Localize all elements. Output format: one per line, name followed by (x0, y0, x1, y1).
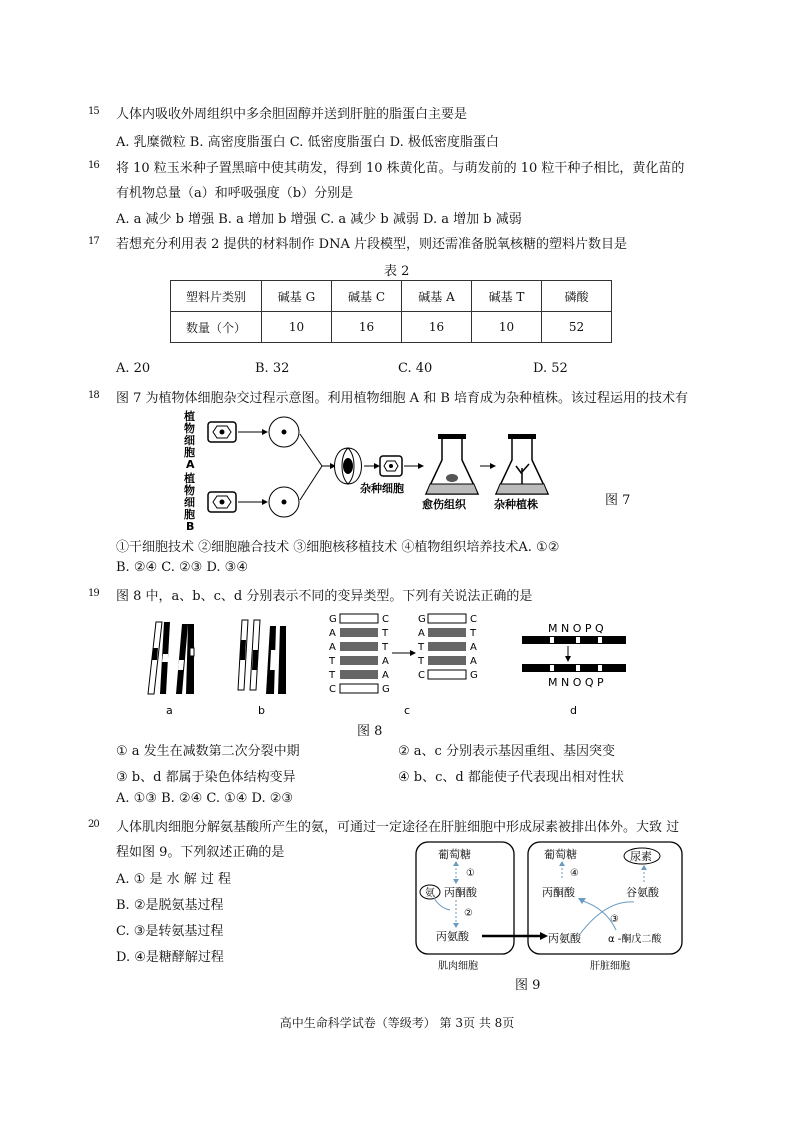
step-2-label: ② (464, 908, 473, 919)
d-bottom-genes: M N O Q P (548, 676, 604, 689)
table-cell: 塑料片类别 (171, 281, 262, 312)
statement-4: ④ b、c、d 都能使子代表现出相对性状 (398, 770, 624, 785)
variation-c-dna-icon (328, 614, 478, 695)
table-cell: 52 (542, 312, 612, 343)
svg-text:A: A (382, 656, 389, 667)
svg-text:A: A (470, 642, 477, 653)
label-plant-cell-b-3: 细 (184, 496, 195, 509)
muscle-glucose: 葡萄糖 (438, 848, 471, 861)
svg-text:C: C (470, 614, 477, 625)
label-plant-cell-a-2: 物 (184, 422, 195, 435)
figure-7 (180, 408, 710, 533)
table-title: 表 2 (384, 264, 410, 279)
statement-1: ① a 发生在减数第二次分裂中期 (116, 744, 300, 759)
svg-text:C: C (329, 684, 336, 695)
liver-glucose: 葡萄糖 (544, 848, 577, 861)
question-17-stem: 若想充分利用表 2 提供的材料制作 DNA 片段模型，则还需准备脱氧核糖的塑料片数目是 (116, 237, 627, 252)
dna-after (417, 614, 478, 681)
question-19-options: A. ①③ B. ②④ C. ①④ D. ②③ (116, 791, 294, 806)
table-row (171, 312, 612, 343)
statement-3: ③ b、d 都属于染色体结构变异 (116, 770, 296, 785)
table-2 (170, 280, 612, 343)
sub-label-c: c (404, 704, 411, 717)
liver-glutamate: 谷氨酸 (626, 886, 659, 899)
hybrid-cell-label: 杂种细胞 (360, 482, 404, 495)
muscle-pyruvate: 丙酮酸 (444, 886, 477, 899)
muscle-alanine: 丙氨酸 (436, 930, 469, 943)
question-16-options: A. a 减少 b 增强 B. a 增加 b 增强 C. a 减少 b 减弱 D. a 增加 b 减弱 (116, 212, 522, 227)
option-c: C. 40 (398, 361, 433, 376)
hybrid-plant-label: 杂种植株 (494, 498, 538, 511)
option-c: C. ③是转氨基过程 (116, 924, 224, 939)
question-19-stem: 图 8 中，a、b、c、d 分别表示不同的变异类型。下列有关说法正确的是 (116, 589, 533, 604)
label-plant-cell-a-3: 细 (184, 434, 195, 447)
table-header-row (171, 281, 612, 312)
svg-text:T: T (382, 628, 389, 639)
hybrid-cell-icon (380, 456, 402, 476)
plant-cell-a-icon (208, 422, 236, 442)
table-cell: 碱基 A (402, 281, 472, 312)
svg-text:T: T (418, 656, 425, 667)
svg-text:T: T (329, 670, 336, 681)
option-d: D. ④是糖酵解过程 (116, 950, 224, 965)
label-plant-cell-a-1: 植 (184, 410, 195, 423)
step-4-label: ④ (570, 868, 579, 879)
step-3-label: ③ (610, 914, 619, 925)
label-plant-cell-b-2: 物 (184, 484, 195, 497)
question-20-stem-line1: 人体肌肉细胞分解氨基酸所产生的氨，可通过一定途径在肝脏细胞中形成尿素被排出体外。大致 过 (116, 820, 680, 835)
hybrid-plant-flask-icon (496, 434, 548, 494)
option-d: D. 52 (533, 361, 568, 376)
liver-alanine: 丙氨酸 (548, 932, 581, 945)
svg-text:T: T (329, 656, 336, 667)
variation-b-chromosomes-icon (238, 620, 286, 694)
question-15-stem: 人体内吸收外周组织中多余胆固醇并送到肝脏的脂蛋白主要是 (116, 107, 468, 122)
sub-label-b: b (258, 704, 265, 717)
table-cell: 16 (402, 312, 472, 343)
label-plant-cell-a-4: 胞 (184, 446, 195, 459)
callus-label: 愈伤组织 (422, 498, 466, 511)
figure-7-caption: 图 7 (605, 493, 631, 508)
statement-2: ② a、c 分别表示基因重组、基因突变 (398, 744, 615, 759)
d-top-genes: M N O P Q (548, 622, 604, 635)
option-b: B. 32 (255, 361, 290, 376)
label-plant-cell-b-4: 胞 (184, 508, 195, 521)
callus-flask-icon (426, 434, 478, 494)
svg-text:A: A (418, 628, 425, 639)
table-cell: 10 (472, 312, 542, 343)
liver-cell-label: 肝脏细胞 (590, 961, 630, 972)
label-plant-cell-b-5: B (186, 520, 195, 533)
label-plant-cell-b-1: 植 (184, 472, 195, 485)
table-cell: 数量（个） (171, 312, 262, 343)
question-15-options: A. 乳糜微粒 B. 高密度脂蛋白 C. 低密度脂蛋白 D. 极低密度脂蛋白 (116, 135, 499, 150)
svg-text:A: A (329, 642, 336, 653)
svg-text:G: G (470, 670, 478, 681)
liver-urea: 尿素 (630, 850, 652, 863)
step-1-label: ① (466, 868, 475, 879)
figure-8-caption: 图 8 (357, 724, 383, 739)
page-footer: 高中生命科学试卷（等级考） 第 3页 共 8页 (279, 1016, 515, 1030)
option-b: B. ②是脱氨基过程 (116, 898, 224, 913)
table-cell: 碱基 C (332, 281, 402, 312)
liver-akg: α -酮戊二酸 (608, 934, 662, 945)
muscle-cell-label: 肌肉细胞 (438, 961, 478, 972)
svg-text:A: A (382, 670, 389, 681)
svg-text:G: G (418, 614, 426, 625)
option-a: A. 20 (116, 361, 151, 376)
liver-pyruvate: 丙酮酸 (542, 886, 575, 899)
svg-text:A: A (470, 656, 477, 667)
question-18-options-line2: B. ②④ C. ②③ D. ③④ (116, 560, 248, 575)
svg-text:C: C (418, 670, 425, 681)
question-18-options-line1: ①干细胞技术 ②细胞融合技术 ③细胞核移植技术 ④植物组织培养技术A. ①② (116, 540, 560, 555)
variation-d-chromosome-icon (522, 622, 626, 689)
dna-before (328, 614, 390, 695)
plant-cell-b-icon (208, 492, 236, 512)
option-a: A. ① 是 水 解 过 程 (116, 872, 231, 887)
label-plant-cell-a-5: A (186, 458, 195, 471)
sub-label-d: d (570, 704, 577, 717)
question-number: 16 (88, 160, 99, 171)
fusing-cells-icon (335, 448, 362, 484)
muscle-ammonia: 氨 (425, 888, 435, 899)
figure-9-caption: 图 9 (515, 978, 541, 993)
protoplast-a-icon (269, 417, 299, 447)
svg-text:C: C (382, 614, 389, 625)
svg-text:G: G (382, 684, 390, 695)
question-20-stem-line2: 程如图 9。下列叙述正确的是 (116, 845, 285, 860)
variation-a-chromosomes-icon (148, 622, 194, 694)
question-number: 18 (88, 390, 99, 401)
svg-text:T: T (382, 642, 389, 653)
figure-9 (410, 838, 690, 978)
question-16-stem-line1: 将 10 粒玉米种子置黑暗中使其萌发，得到 10 株黄化苗。与萌发前的 10 粒干种子相比，黄化苗的 (116, 161, 685, 176)
figure-8 (130, 610, 640, 718)
sub-label-a: a (166, 704, 173, 717)
table-cell: 磷酸 (542, 281, 612, 312)
question-number: 20 (88, 819, 99, 830)
svg-text:A: A (329, 628, 336, 639)
svg-text:T: T (470, 628, 477, 639)
table-cell: 碱基 G (262, 281, 332, 312)
question-number: 15 (88, 106, 99, 117)
table-cell: 碱基 T (472, 281, 542, 312)
table-cell: 10 (262, 312, 332, 343)
table-cell: 16 (332, 312, 402, 343)
svg-text:G: G (329, 614, 337, 625)
question-18-stem: 图 7 为植物体细胞杂交过程示意图。利用植物细胞 A 和 B 培育成为杂种植株。该过程运用的技术有 (116, 391, 689, 406)
question-number: 17 (88, 236, 99, 247)
protoplast-b-icon (269, 487, 299, 517)
question-number: 19 (88, 588, 99, 599)
svg-text:T: T (418, 642, 425, 653)
question-16-stem-line2: 有机物总量（a）和呼吸强度（b）分别是 (116, 186, 354, 201)
